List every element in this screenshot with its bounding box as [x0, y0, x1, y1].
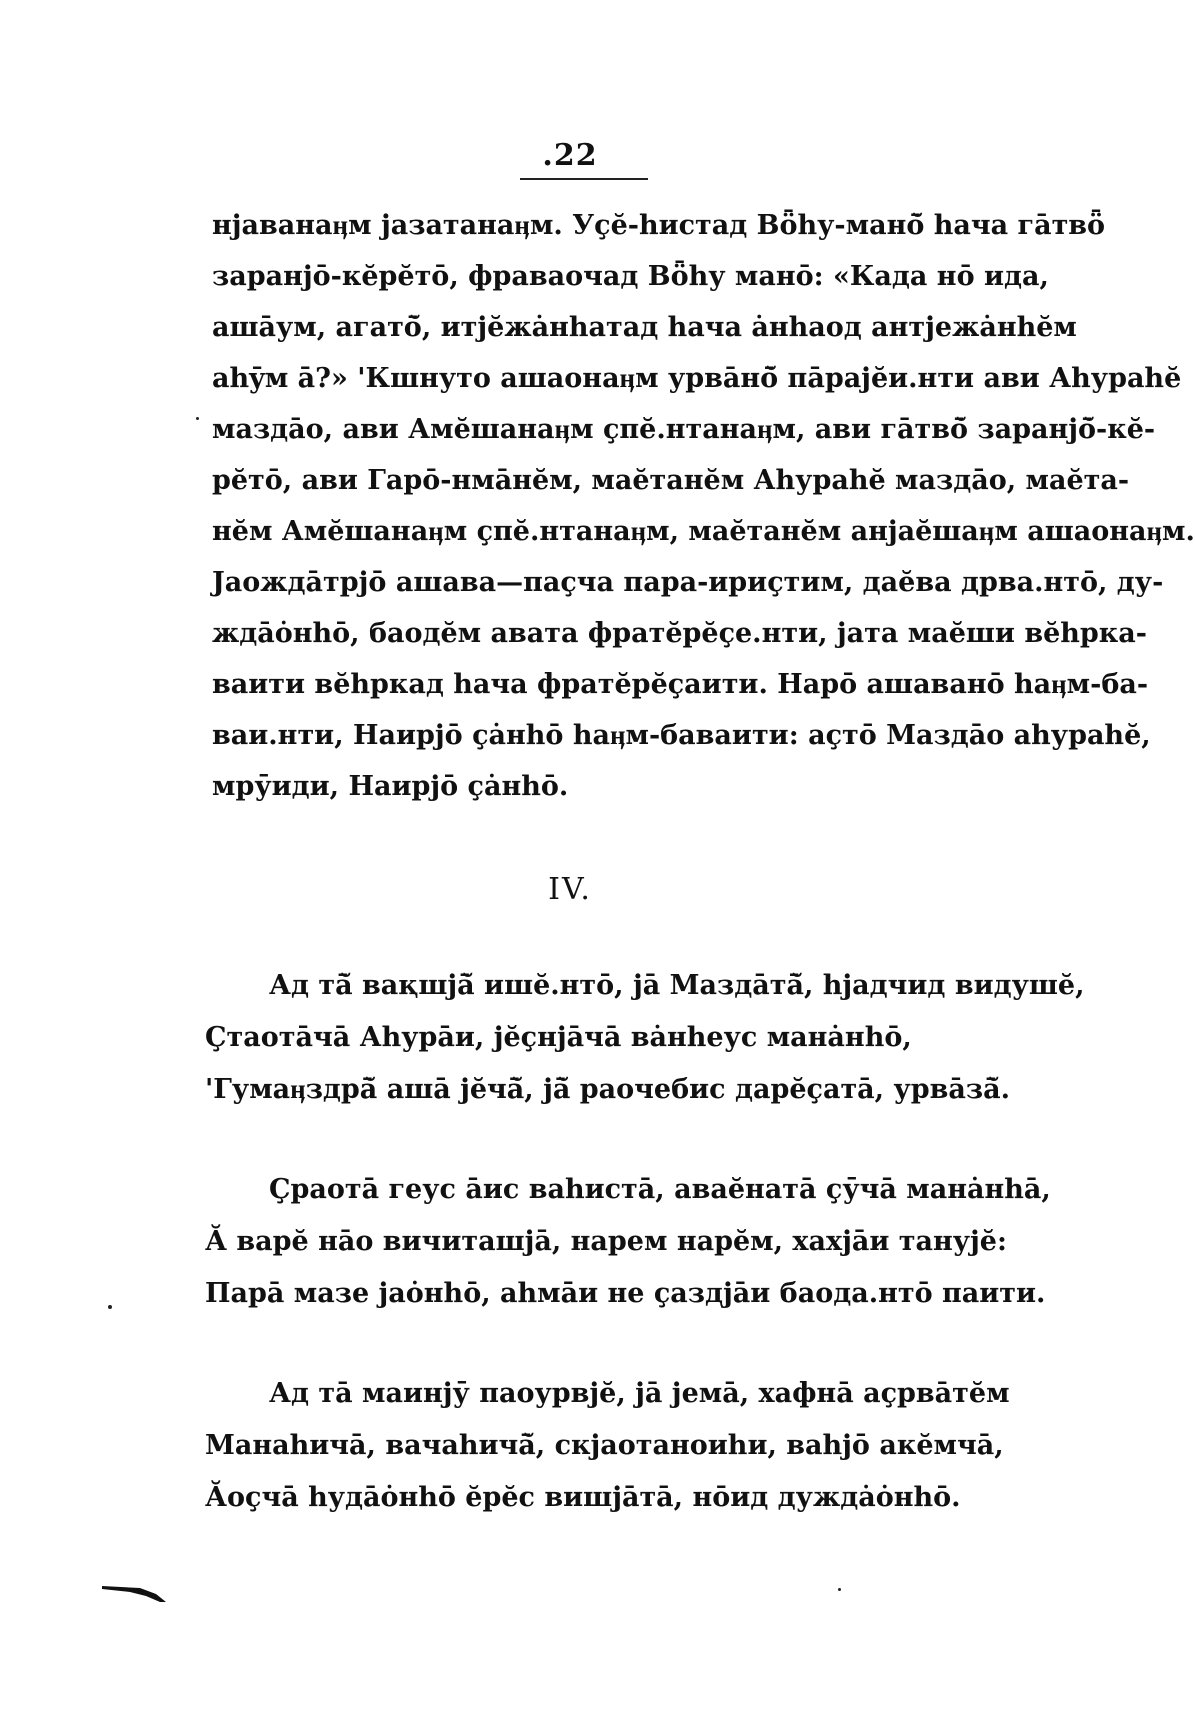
prose-line: ашāум, агатō̆, итјӗжа̇нhатад hача а̇нhаод антјежа̇нhӗм	[212, 312, 1077, 343]
section-heading: IV.	[548, 872, 592, 907]
header-rule	[520, 178, 648, 180]
scan-speck	[108, 1305, 112, 1309]
prose-line: Јаождāтрјō ашава—паҫча пара-ириҫтим, даӗва дрва.нтō, ду-	[212, 567, 1164, 598]
stanza	[205, 1164, 1051, 1320]
verse-block	[205, 960, 1085, 1572]
verse-line: Ҫраотā геус āис ваhистā, аваӗнатā ҫӯчā мана̇нhā,	[269, 1174, 1051, 1205]
prose-paragraph	[212, 200, 1195, 812]
scan-speck	[838, 1588, 841, 1591]
page-number: .22	[542, 138, 598, 173]
prose-line: ваи.нти, Наирјō ҫа̇нhō hаӊм-баваити: аҫтō Маздāо аhураhӗ,	[212, 720, 1151, 751]
verse-line: Манаhичā, вачаhичā̆, скјаотаноиhи, ваhјō акӗмчā,	[205, 1430, 1004, 1461]
verse-line: Ад тā̆ вақшјā̆ ишӗ.нтō, јā Маздāтā̆, hјадчид видушӗ,	[269, 970, 1085, 1001]
prose-line: рӗтō, ави Гарō-нмāнӗм, маӗтанӗм Аhураhӗ маздāо, маӗта-	[212, 465, 1130, 496]
verse-line: Ӑ варӗ нāо вичиташјā, нарем нарӗм, хахјāи тануjӗ:	[205, 1226, 1007, 1257]
prose-line: ждāо̇нhō, баодӗм авата фратӗрӗҫе.нти, јата маӗши вӗhрка-	[212, 618, 1148, 649]
prose-line: маздāо, ави Амӗшанаӊм ҫпӗ.нтанаӊм, ави гāтвō̆ заранјō̆-кӗ-	[212, 414, 1156, 445]
prose-line: заранјō-кӗрӗтō, фраваочад Вȫhу манō: «Када нō ида,	[212, 261, 1049, 292]
verse-line: Ӑоҫчā hудāо̇нhō ӗрӗс вишјāтā, нōид дужда̇о̇нhō.	[205, 1482, 961, 1513]
prose-line: мрӯиди, Наирјō ҫа̇нhō.	[212, 771, 569, 802]
verse-line: Ҫтаотāчā Аhурāи, јӗҫнјāчā ва̇нhеус мана̇нhō,	[205, 1022, 912, 1053]
stanza	[205, 960, 1085, 1116]
prose-line: ваити вӗhркад hача фратӗрӗҫаити. Нарō ашаванō hаӊм-ба-	[212, 669, 1149, 700]
scan-speck	[196, 417, 199, 420]
verse-line: Парā мазе јао̇нhō, аhмāи не ҫаздјāи баода.нтō паити.	[205, 1278, 1046, 1309]
prose-line: нјаванаӊм јазатанаӊм. Уҫӗ-hистад Вȫhу-манō̆ hача гāтвȫ	[212, 210, 1106, 241]
prose-line: нӗм Амӗшанаӊм ҫпӗ.нтанаӊм, маӗтанӗм анјаӗшаӊм ашаонаӊм.	[212, 516, 1195, 547]
scan-dash-mark	[100, 1580, 170, 1604]
prose-line: аhȳм ā?» 'Кшнуто ашаонаӊм урвāнō̆ пāрајӗи.нти ави Аhураhӗ	[212, 363, 1182, 394]
stanza	[205, 1368, 1010, 1524]
verse-line: 'Гумаӊздрā̆ ашā јӗчā̆, јā̆ раочебис дарӗҫатā, урвāзā̆.	[205, 1074, 1011, 1105]
verse-line: Ад тā маинјӯ паоурвјӗ, јā јемā, хафнā аҫрвāтӗм	[269, 1378, 1010, 1409]
